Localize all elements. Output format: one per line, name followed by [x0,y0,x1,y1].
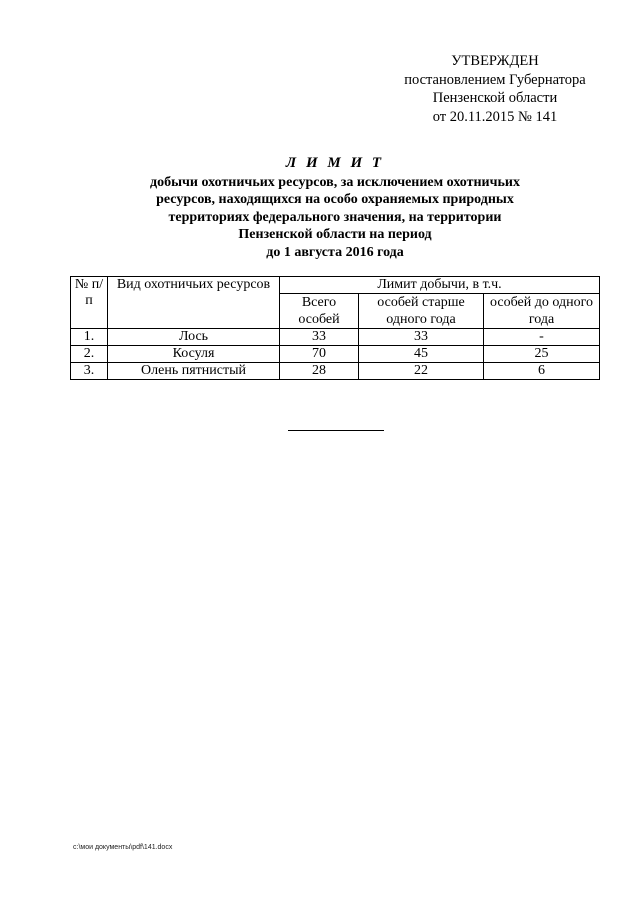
header-older: особей старше одного года [359,294,484,329]
header-limit: Лимит добычи, в т.ч. [280,277,600,294]
end-separator-line [288,430,384,431]
title-line-3: территориях федерального значения, на территории [168,209,502,225]
cell-num: 2. [71,346,108,363]
title-line-1: добычи охотничьих ресурсов, за исключением охотничьих [150,174,520,190]
cell-species: Лось [108,329,280,346]
approval-block [380,52,610,126]
document-title-block [70,155,600,261]
approval-line-region: Пензенской области [432,90,558,106]
header-younger: особей до одного года [484,294,600,329]
header-num: № п/п [71,277,108,329]
header-total: Всего особей [280,294,359,329]
cell-num: 1. [71,329,108,346]
cell-younger: 6 [484,363,600,380]
cell-younger: 25 [484,346,600,363]
document-title: Л И М И Т [285,155,385,171]
cell-older: 22 [359,363,484,380]
cell-num: 3. [71,363,108,380]
table-header-row [71,277,600,294]
cell-total: 28 [280,363,359,380]
limits-table [70,276,600,380]
title-line-2: ресурсов, находящихся на особо охраняемых природных [156,192,514,207]
title-line-5: до 1 августа 2016 года [266,244,404,260]
table-row [71,329,600,346]
cell-younger: - [484,329,600,346]
cell-total: 70 [280,346,359,363]
cell-total: 33 [280,329,359,346]
approval-line-decree: постановлением Губернатора [404,71,586,88]
header-species: Вид охотничьих ресурсов [108,277,280,329]
approval-title: УТВЕРЖДЕН [451,53,539,69]
cell-species: Олень пятнистый [108,363,280,380]
approval-line-date: от 20.11.2015 № 141 [432,108,558,125]
title-line-4: Пензенской области на период [238,227,432,242]
table-row [71,346,600,363]
footer-file-path: c:\мои документы\pdf\141.docx [73,844,173,851]
cell-species: Косуля [108,346,280,363]
table-row [71,363,600,380]
cell-older: 33 [359,329,484,346]
cell-older: 45 [359,346,484,363]
